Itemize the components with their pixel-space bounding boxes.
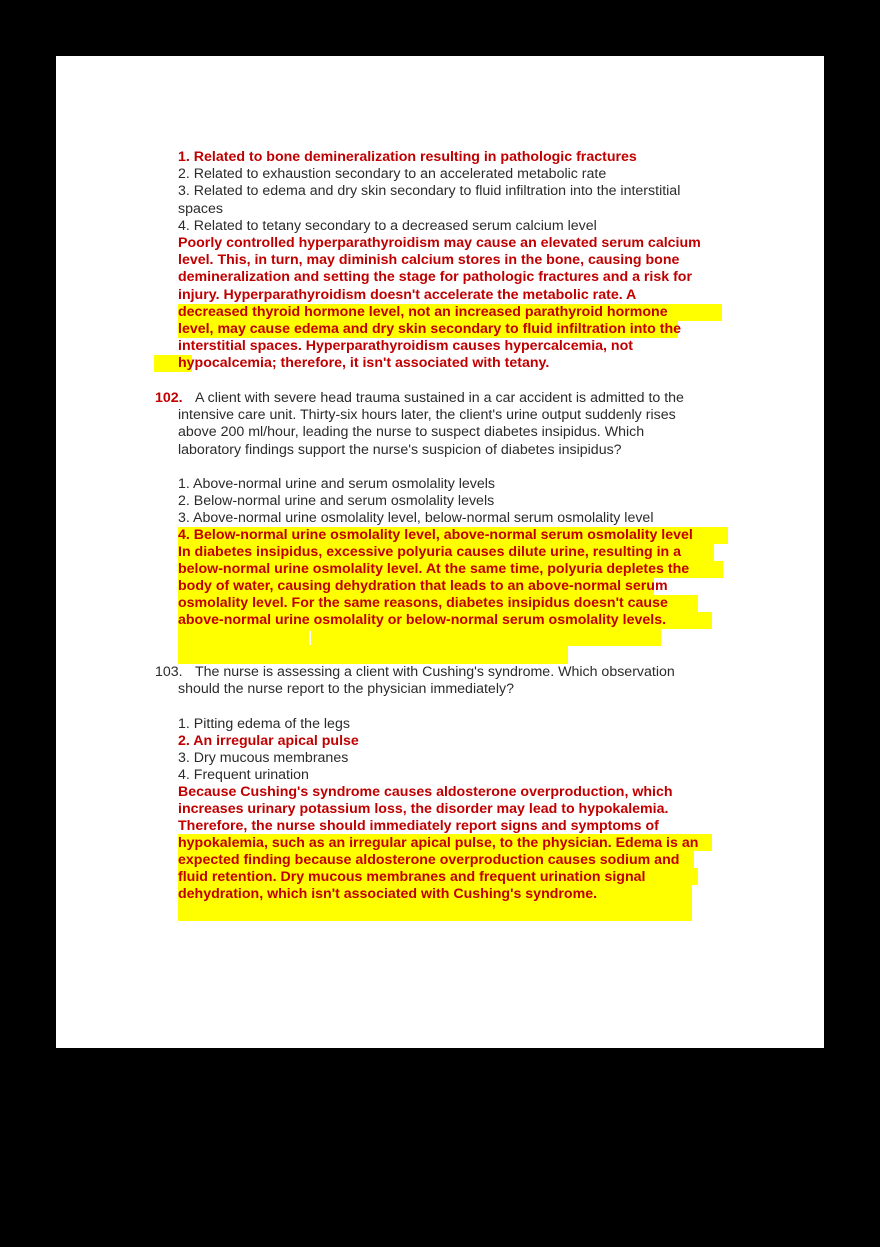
q103-rationale-line: fluid retention. Dry mucous membranes and frequent urination signal [178,869,646,885]
q102-option-1: 1. Above-normal urine and serum osmolality levels [178,476,496,492]
q103-rationale-line: Therefore, the nurse should immediately report signs and symptoms of [178,818,659,834]
highlight [178,629,661,646]
q103-option-2-correct: 2. An irregular apical pulse [178,733,359,749]
q102-rationale-line: body of water, causing dehydration that leads to an above-normal serum [178,578,668,594]
q102-rationale-line: below-normal urine osmolality level. At the same time, polyuria depletes the [178,561,690,577]
highlight [178,646,568,664]
q101-option-3: 3. Related to edema and dry skin secondary to fluid infiltration into the interstitial [178,183,681,199]
q102-option-3: 3. Above-normal urine osmolality level, below-normal serum osmolality level [178,510,654,526]
q103-option-4: 4. Frequent urination [178,767,309,783]
q102-option-4-correct: 4. Below-normal urine osmolality level, above-normal serum osmolality level [178,527,693,543]
text-cursor [309,631,311,645]
q102-number: 102. [155,390,183,406]
q102-question-line: laboratory findings support the nurse's suspicion of diabetes insipidus? [178,442,622,458]
q103-rationale-line: dehydration, which isn't associated with Cushing's syndrome. [178,886,598,902]
q101-option-1-correct: 1. Related to bone demineralization resulting in pathologic fractures [178,149,637,165]
q102-rationale-line: above-normal urine osmolality or below-normal serum osmolality levels. [178,612,667,628]
q103-option-1: 1. Pitting edema of the legs [178,716,350,732]
q103-question-line: The nurse is assessing a client with Cushing's syndrome. Which observation [195,664,675,680]
q102-option-2: 2. Below-normal urine and serum osmolality levels [178,493,495,509]
q101-rationale-line: Poorly controlled hyperparathyroidism may cause an elevated serum calcium [178,235,701,251]
q103-number: 103. [155,664,183,680]
q101-rationale-line: demineralization and setting the stage for pathologic fractures and a risk for [178,269,692,285]
q103-rationale-line: Because Cushing's syndrome causes aldosterone overproduction, which [178,784,673,800]
q101-rationale-line: interstitial spaces. Hyperparathyroidism causes hypercalcemia, not [178,338,633,354]
q102-rationale-line: osmolality level. For the same reasons, diabetes insipidus doesn't cause [178,595,668,611]
q102-question-line: intensive care unit. Thirty-six hours later, the client's urine output suddenly rises [178,407,676,423]
q102-question-line: above 200 ml/hour, leading the nurse to suspect diabetes insipidus. Which [178,424,645,440]
q102-question-line: A client with severe head trauma sustained in a car accident is admitted to the [195,390,684,406]
q101-option-4: 4. Related to tetany secondary to a decreased serum calcium level [178,218,597,234]
highlight [178,902,692,921]
q102-rationale-line: In diabetes insipidus, excessive polyuria causes dilute urine, resulting in a [178,544,682,560]
q101-rationale-line: decreased thyroid hormone level, not an increased parathyroid hormone [178,304,668,320]
q103-rationale-line: hypokalemia, such as an irregular apical pulse, to the physician. Edema is an [178,835,699,851]
q103-rationale-line: expected finding because aldosterone overproduction causes sodium and [178,852,680,868]
q103-rationale-line: increases urinary potassium loss, the disorder may lead to hypokalemia. [178,801,669,817]
q101-option-2: 2. Related to exhaustion secondary to an accelerated metabolic rate [178,166,607,182]
q101-rationale-line: hypocalcemia; therefore, it isn't associated with tetany. [178,355,550,371]
q101-rationale-line: level, may cause edema and dry skin secondary to fluid infiltration into the [178,321,681,337]
q101-rationale-line: level. This, in turn, may diminish calcium stores in the bone, causing bone [178,252,680,268]
q101-option-3-cont: spaces [178,201,223,217]
q103-question-line: should the nurse report to the physician immediately? [178,681,514,697]
q101-rationale-line: injury. Hyperparathyroidism doesn't accelerate the metabolic rate. A [178,287,637,303]
document-page [56,56,824,1048]
q103-option-3: 3. Dry mucous membranes [178,750,349,766]
